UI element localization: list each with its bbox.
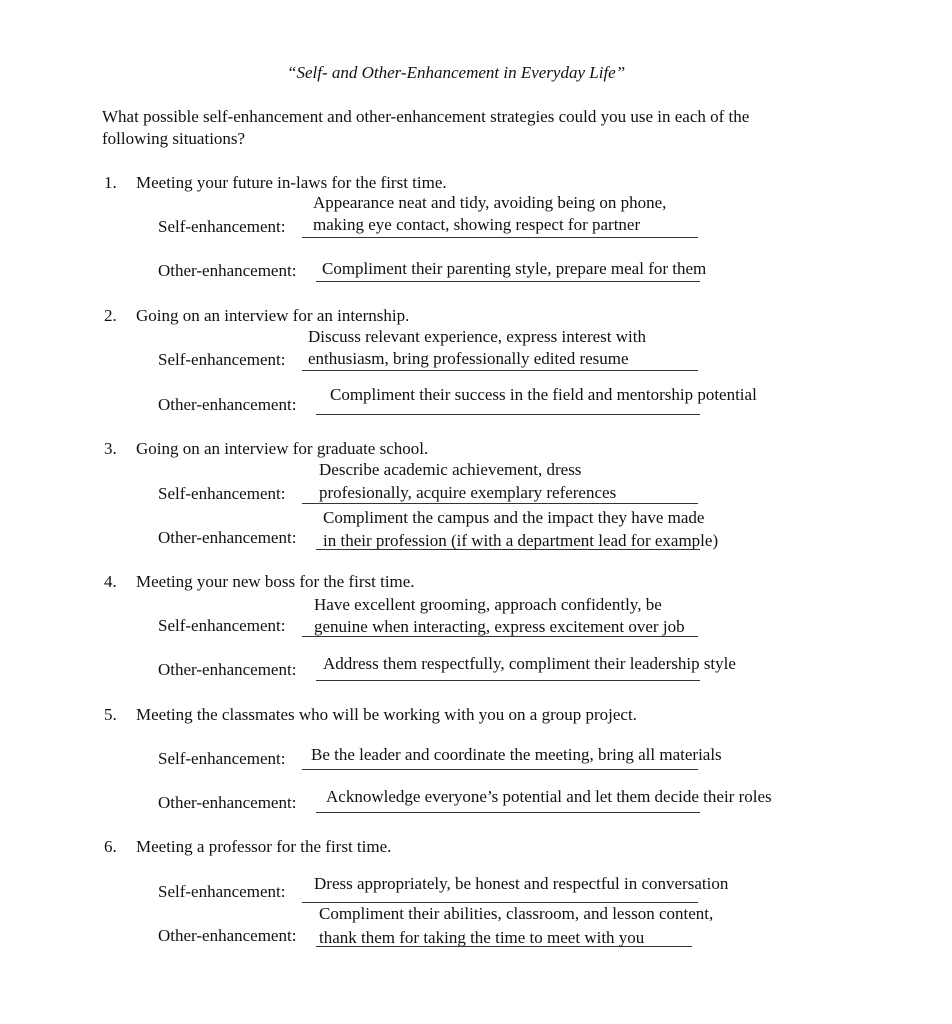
other-enhancement-label: Other-enhancement: <box>158 660 297 679</box>
other-answer-line-1: Compliment their parenting style, prepare meal for them <box>322 259 707 278</box>
self-answer-underline <box>302 503 698 504</box>
item-number: 2. <box>104 306 117 325</box>
situation-text: Meeting your new boss for the first time. <box>136 572 415 591</box>
self-enhancement-label: Self-enhancement: <box>158 484 286 503</box>
self-enhancement-label: Self-enhancement: <box>158 749 286 768</box>
self-answer-line-1: Describe academic achievement, dress <box>319 460 582 479</box>
situation-text: Meeting a professor for the first time. <box>136 837 392 856</box>
self-answer-underline <box>302 902 698 903</box>
other-enhancement-label: Other-enhancement: <box>158 793 297 812</box>
self-answer-underline <box>302 769 698 770</box>
self-answer-underline <box>302 636 698 637</box>
other-enhancement-label: Other-enhancement: <box>158 395 297 414</box>
situation-text: Meeting your future in-laws for the first time. <box>136 173 447 192</box>
item-number: 4. <box>104 572 117 591</box>
self-answer-line-1: Discuss relevant experience, express interest with <box>308 327 646 346</box>
other-enhancement-label: Other-enhancement: <box>158 261 297 280</box>
item-number: 5. <box>104 705 117 724</box>
self-answer-line-2: enthusiasm, bring professionally edited resume <box>308 349 629 368</box>
item-number: 1. <box>104 173 117 192</box>
self-answer-line-1: Appearance neat and tidy, avoiding being on phone, <box>313 193 667 212</box>
other-answer-line-1: Compliment their success in the field and mentorship potential <box>330 385 757 404</box>
item-number: 3. <box>104 439 117 458</box>
self-answer-line-2: making eye contact, showing respect for partner <box>313 215 641 234</box>
other-answer-underline <box>316 680 700 681</box>
situation-text: Going on an interview for an internship. <box>136 306 410 325</box>
self-answer-line-2: profesionally, acquire exemplary references <box>319 483 617 502</box>
situation-text: Meeting the classmates who will be working with you on a group project. <box>136 705 637 724</box>
other-answer-line-1: Compliment their abilities, classroom, and lesson content, <box>319 904 714 923</box>
page-title: “Self- and Other-Enhancement in Everyday Life” <box>287 63 626 82</box>
self-answer-line-1: Have excellent grooming, approach confidently, be <box>314 595 662 614</box>
other-answer-line-1: Acknowledge everyone’s potential and let them decide their roles <box>326 787 772 806</box>
intro-line-2: following situations? <box>102 129 246 148</box>
self-answer-line-2: genuine when interacting, express excitement over job <box>314 617 685 636</box>
self-answer-underline <box>302 370 698 371</box>
other-enhancement-label: Other-enhancement: <box>158 528 297 547</box>
other-enhancement-label: Other-enhancement: <box>158 926 297 945</box>
other-answer-underline <box>316 414 700 415</box>
other-answer-line-2: thank them for taking the time to meet with you <box>319 928 645 947</box>
situation-text: Going on an interview for graduate school. <box>136 439 429 458</box>
item-number: 6. <box>104 837 117 856</box>
self-answer-underline <box>302 237 698 238</box>
other-answer-line-1: Address them respectfully, compliment their leadership style <box>323 654 736 673</box>
self-answer-line-1: Dress appropriately, be honest and respectful in conversation <box>314 874 729 893</box>
self-enhancement-label: Self-enhancement: <box>158 217 286 236</box>
self-answer-line-1: Be the leader and coordinate the meeting, bring all materials <box>311 745 722 764</box>
self-enhancement-label: Self-enhancement: <box>158 350 286 369</box>
other-answer-underline <box>316 812 700 813</box>
other-answer-underline <box>316 281 700 282</box>
self-enhancement-label: Self-enhancement: <box>158 616 286 635</box>
other-answer-line-2: in their profession (if with a department lead for example) <box>323 531 719 550</box>
self-enhancement-label: Self-enhancement: <box>158 882 286 901</box>
other-answer-underline <box>316 549 700 550</box>
other-answer-underline <box>316 946 692 947</box>
other-answer-line-1: Compliment the campus and the impact they have made <box>323 508 705 527</box>
intro-line-1: What possible self-enhancement and other-enhancement strategies could you use in each of the <box>102 107 750 126</box>
